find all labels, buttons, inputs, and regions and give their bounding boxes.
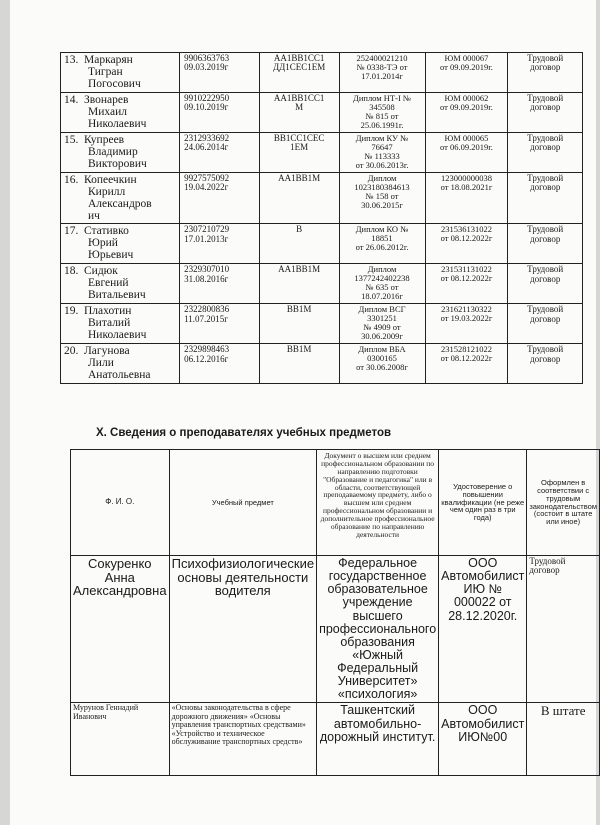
diploma-line: № 4909 от xyxy=(363,322,401,333)
header-fio: Ф. И. О. xyxy=(71,450,170,556)
diploma xyxy=(339,304,425,344)
teacher-education-doc: Федеральное государственное образовательное учреждение высшего профессионального образования «Южный Федеральный Университет» «психология» xyxy=(317,556,439,703)
first-name: Владимир xyxy=(88,146,138,159)
row-number: 15. xyxy=(64,134,79,146)
qualification-date: от 18.08.2021г xyxy=(440,181,493,192)
diploma-line: от 30.06.2008г xyxy=(356,362,408,373)
teacher-name: Мурунов Геннадий Иванович xyxy=(71,703,170,776)
patronymic: Николаевич xyxy=(88,118,147,131)
license-categories xyxy=(259,344,339,384)
teacher-employment: В штате xyxy=(527,703,600,776)
patronymic: Анатольевна xyxy=(88,369,151,382)
qualification-number: 231531131022 xyxy=(441,264,492,275)
diploma xyxy=(339,93,425,133)
cert-date: 06.12.2016г xyxy=(184,353,229,364)
license-cert xyxy=(180,344,260,384)
employment-form xyxy=(508,93,583,133)
employment-form xyxy=(508,133,583,173)
categories-line1: AA1BB1M xyxy=(278,264,321,275)
row-number: 16. xyxy=(64,174,79,186)
diploma xyxy=(339,344,425,384)
instructor-name xyxy=(61,304,180,344)
first-name: Кирилл xyxy=(88,186,126,199)
patronymic: Витальевич xyxy=(88,289,146,302)
employment-form xyxy=(508,53,583,93)
diploma-line: 252400021210 xyxy=(356,53,408,63)
instructor-name xyxy=(61,173,180,224)
diploma-line: № 113333 xyxy=(364,150,400,161)
teachers-header-row xyxy=(71,450,600,556)
license-categories xyxy=(259,173,339,224)
qualification-number: ЮМ 000067 xyxy=(444,53,489,63)
cert-date: 17.01.2013г xyxy=(184,233,229,244)
diploma-line: 3301251 xyxy=(367,313,397,324)
qualification-cert xyxy=(425,53,508,93)
patronymic: Погосович xyxy=(88,78,141,91)
teachers-table xyxy=(70,449,600,776)
surname: Маркарян xyxy=(84,54,133,66)
instructor-name xyxy=(61,93,180,133)
cert-date: 31.08.2016г xyxy=(184,273,229,284)
cert-number: 2329307010 xyxy=(184,264,230,275)
diploma-line: 17.01.2014г xyxy=(361,70,403,81)
categories-line1: BB1M xyxy=(286,344,312,355)
diploma-line: Диплом ВБА xyxy=(358,344,406,355)
diploma-line: Диплом ВСГ xyxy=(358,304,406,315)
cert-date: 24.06.2014г xyxy=(184,142,229,153)
diploma-line: от 30.06.2013г. xyxy=(355,159,409,170)
license-categories xyxy=(259,264,339,304)
employment-line2: договор xyxy=(530,313,561,324)
employment-line2: договор xyxy=(530,62,561,73)
row-number: 13. xyxy=(64,54,79,66)
qualification-cert xyxy=(425,264,508,304)
surname: Плахотин xyxy=(84,305,132,318)
qualification-date: от 06.09.2019г. xyxy=(440,141,493,152)
employment-line2: договор xyxy=(530,273,561,284)
license-categories xyxy=(259,133,339,173)
header-employment-form: Оформлен в соответствии с трудовым законодательством (состоит в штате или иное) xyxy=(527,450,600,556)
diploma-line: Диплом НТ-I № xyxy=(353,93,412,103)
instructors-table xyxy=(60,52,583,384)
diploma-line: № 0338-ТЭ от xyxy=(356,61,408,72)
table-row xyxy=(61,344,583,384)
cert-date: 11.07.2015г xyxy=(184,313,228,324)
diploma xyxy=(339,133,425,173)
employment-line1: Трудовой xyxy=(527,344,564,355)
diploma-line: Диплом xyxy=(367,264,397,275)
employment-form xyxy=(508,264,583,304)
qualification-cert xyxy=(425,224,508,264)
diploma-line: 18851 xyxy=(371,233,393,244)
first-name: Виталий xyxy=(88,317,131,330)
table-row xyxy=(61,93,583,133)
teacher-certificate: ООО Автомобилист ИЮ № 000022 от 28.12.2020г. xyxy=(439,556,527,703)
diploma xyxy=(339,264,425,304)
employment-line1: Трудовой xyxy=(527,304,564,315)
patronymic-cont: ич xyxy=(88,210,100,223)
license-cert xyxy=(180,133,260,173)
qualification-cert xyxy=(425,344,508,384)
teacher-name: Сокуренко Анна Александровна xyxy=(71,556,170,703)
categories-line1: AA1BB1CC1 xyxy=(273,53,325,63)
patronymic: Николаевич xyxy=(88,329,147,342)
table-row xyxy=(61,224,583,264)
teacher-subject: «Основы законодательства в сфере дорожного движения» «Основы управления транспортных средствами» «Устройство и техническое обслуживание транспортных средств» xyxy=(169,703,316,776)
instructor-name xyxy=(61,344,180,384)
first-name: Евгений xyxy=(88,277,129,290)
teacher-subject: Психофизиологические основы деятельности водителя xyxy=(169,556,316,703)
document-page xyxy=(10,0,596,825)
qualification-number: ЮМ 000065 xyxy=(444,133,489,143)
table-row xyxy=(61,133,583,173)
qualification-date: от 09.09.2019г. xyxy=(440,101,493,112)
diploma-line: № 158 от xyxy=(365,190,399,201)
license-cert xyxy=(180,53,260,93)
table-row xyxy=(61,173,583,224)
qualification-date: от 08.12.2022г xyxy=(440,273,493,284)
employment-line2: договор xyxy=(530,182,561,193)
table-row xyxy=(61,53,583,93)
row-number: 17. xyxy=(64,225,79,238)
categories-line1: BB1M xyxy=(286,304,312,315)
categories-line1: BB1CC1CEC xyxy=(273,133,325,143)
diploma-line: Диплом КУ № xyxy=(355,133,409,143)
surname: Купреев xyxy=(84,134,125,146)
employment-line1: Трудовой xyxy=(527,133,564,143)
diploma-line: № 815 от xyxy=(365,110,399,121)
surname: Звонарев xyxy=(84,94,129,106)
qualification-date: от 19.03.2022г xyxy=(440,313,493,324)
license-categories xyxy=(259,93,339,133)
diploma-line: 30.06.2009г xyxy=(361,331,403,342)
table-row xyxy=(61,304,583,344)
first-name: Юрий xyxy=(88,237,118,250)
diploma-line: 25.06.1991г. xyxy=(360,119,404,130)
diploma-line: № 635 от xyxy=(365,282,399,293)
diploma xyxy=(339,224,425,264)
cert-number: 9927575092 xyxy=(184,173,230,183)
employment-line1: Трудовой xyxy=(527,53,564,63)
cert-number: 2329898463 xyxy=(184,344,230,355)
diploma-line: 1377242402238 xyxy=(354,273,410,284)
qualification-number: ЮМ 000062 xyxy=(444,93,489,103)
diploma xyxy=(339,53,425,93)
cert-number: 9906363763 xyxy=(184,53,230,63)
diploma-line: 345508 xyxy=(369,101,395,112)
diploma-line: 1023180384613 xyxy=(354,181,410,192)
header-subject: Учебный предмет xyxy=(169,450,316,556)
qualification-number: 231621130322 xyxy=(441,304,492,315)
qualification-date: от 08.12.2022г xyxy=(440,233,493,244)
section-heading: X. Сведения о преподавателях учебных предметов xyxy=(96,427,392,439)
cert-date: 09.10.2019г xyxy=(184,102,229,113)
qualification-cert xyxy=(425,304,508,344)
patronymic: Викторович xyxy=(88,158,147,171)
qualification-date: от 09.09.2019г. xyxy=(440,61,493,72)
diploma xyxy=(339,173,425,224)
qualification-date: от 08.12.2022г xyxy=(440,353,493,364)
diploma-line: 30.06.2015г xyxy=(361,199,403,210)
table-row xyxy=(61,264,583,304)
surname: Стативко xyxy=(84,225,129,238)
categories-line1: B xyxy=(296,224,303,235)
license-categories xyxy=(259,304,339,344)
row-number: 20. xyxy=(64,345,79,358)
employment-line1: Трудовой xyxy=(527,264,564,275)
row-number: 18. xyxy=(64,265,79,278)
categories-line1: AA1BB1CC1 xyxy=(273,93,325,103)
diploma-line: от 26.06.2012г. xyxy=(355,242,409,253)
first-name: Михаил xyxy=(88,106,127,119)
instructor-name xyxy=(61,264,180,304)
surname: Лагунова xyxy=(84,345,130,358)
employment-form xyxy=(508,304,583,344)
diploma-line: 18.07.2016г xyxy=(361,291,403,302)
row-number: 14. xyxy=(64,94,79,106)
qualification-number: 231528121022 xyxy=(440,344,492,355)
table-row xyxy=(71,703,600,776)
teacher-certificate: ООО Автомобилист ИЮ№00 xyxy=(439,703,527,776)
employment-line2: договор xyxy=(530,102,561,113)
cert-number: 2322800836 xyxy=(184,304,230,315)
employment-form xyxy=(508,224,583,264)
employment-line2: договор xyxy=(530,233,561,244)
diploma-line: 0300165 xyxy=(367,353,397,364)
instructor-name xyxy=(61,133,180,173)
qualification-number: 123000000038 xyxy=(440,173,492,183)
qualification-cert xyxy=(425,133,508,173)
qualification-number: 231536131022 xyxy=(440,224,492,235)
license-cert xyxy=(180,264,260,304)
license-categories xyxy=(259,53,339,93)
teacher-employment: Трудовой договор xyxy=(527,556,600,703)
row-number: 19. xyxy=(64,305,79,318)
employment-form xyxy=(508,344,583,384)
cert-number: 2312933692 xyxy=(184,133,230,143)
categories-line1: AA1BB1M xyxy=(278,173,321,183)
qualification-cert xyxy=(425,93,508,133)
first-name: Лили xyxy=(88,357,114,370)
table-row xyxy=(71,556,600,703)
qualification-cert xyxy=(425,173,508,224)
patronymic: Юрьевич xyxy=(88,249,134,262)
categories-line2: ДД1СЕС1ЕМ xyxy=(273,62,326,73)
cert-number: 9910222950 xyxy=(184,93,230,103)
header-qualification-certificate: Удостоверение о повышении квалификации (не реже чем один раз в три года) xyxy=(439,450,527,556)
license-cert xyxy=(180,93,260,133)
license-cert xyxy=(180,173,260,224)
diploma-line: Диплом КО № xyxy=(355,224,409,235)
diploma-line: Диплом xyxy=(367,173,397,183)
employment-line2: договор xyxy=(530,353,561,364)
cert-number: 2307210729 xyxy=(184,224,230,235)
employment-line1: Трудовой xyxy=(527,224,564,235)
employment-form xyxy=(508,173,583,224)
instructor-name xyxy=(61,53,180,93)
employment-line2: договор xyxy=(530,142,561,153)
header-education-document: Документ о высшем или среднем профессиональном образовании по направлению подготовки "Образование и педагогика" или в области, соответствующей преподаваемому предмету, либо о высшем или среднем профессиональном образовании и дополнительное профессиональное образование по направлению деятельности xyxy=(317,450,439,556)
categories-line2: 1EM xyxy=(290,142,309,153)
diploma-line: 76647 xyxy=(371,141,393,152)
instructor-name xyxy=(61,224,180,264)
employment-line1: Трудовой xyxy=(527,173,564,183)
cert-date: 09.03.2019г xyxy=(184,62,229,73)
patronymic: Александров xyxy=(88,198,152,211)
surname: Сидюк xyxy=(84,265,118,278)
teacher-education-doc: Ташкентский автомобильно-дорожный институт. xyxy=(317,703,439,776)
categories-line2: M xyxy=(295,102,304,113)
license-cert xyxy=(180,224,260,264)
license-cert xyxy=(180,304,260,344)
license-categories xyxy=(259,224,339,264)
cert-date: 19.04.2022г xyxy=(184,182,229,193)
employment-line1: Трудовой xyxy=(527,93,564,103)
surname: Копеечкин xyxy=(84,174,137,186)
first-name: Тигран xyxy=(88,66,123,79)
